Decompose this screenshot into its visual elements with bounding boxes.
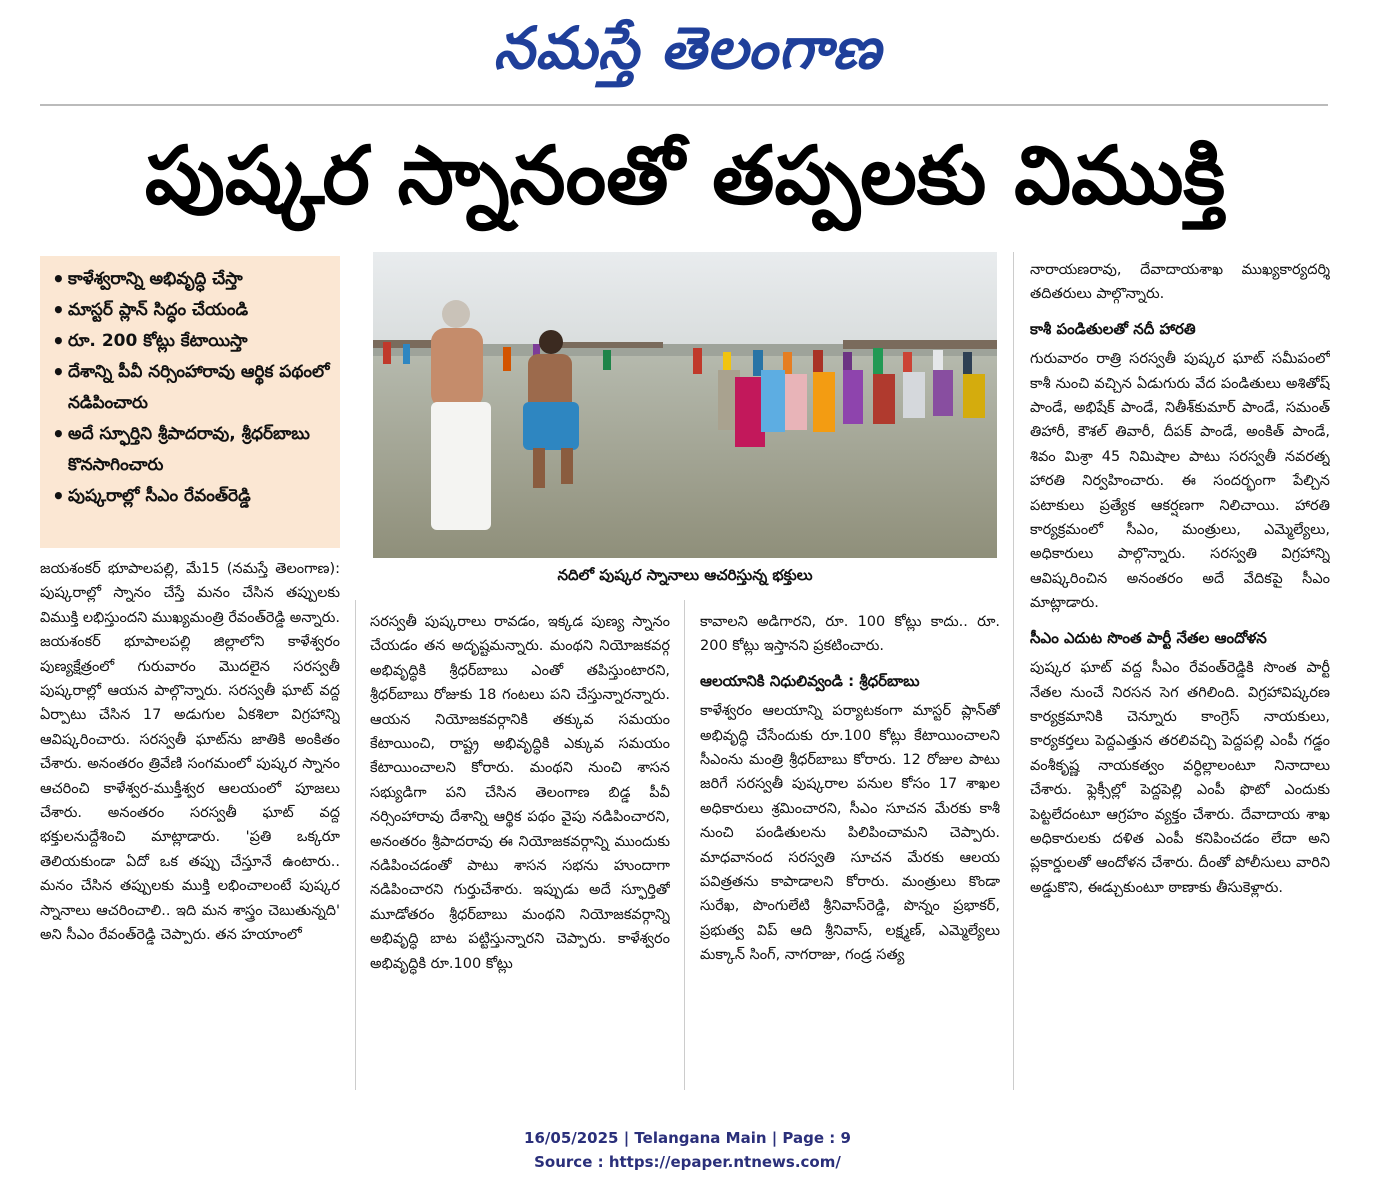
- column-3-body: కాళేశ్వరం ఆలయాన్ని పర్యాటకంగా మాస్టర్ ప్లాన్‌తో అభివృద్ధి చేసేందుకు రూ.100 కోట్లు కేటాయించాలని సీఎంను మంత్రి శ్రీధర్‌బాబు కోరారు. 12 రోజుల పాటు జరిగే సరస్వతీ పుష్కరాల పనుల కోసం 17 శాఖల అధికారులు శ్రమించారని, సీఎం సూచన మేరకు కాశీ నుంచి పండితులను పిలిపించామని చెప్పారు. మాధవానంద సరస్వతి సూచన మేరకు ఆలయ పవిత్రతను కాపాడాలని కోరారు. మంత్రులు కొండా సురేఖ, పొంగులేటి శ్రీనివాస్‌రెడ్డి, పొన్నం ప్రభాకర్, ప్రభుత్వ విప్ ఆది శ్రీనివాస్, లక్ష్మణ్, ఎమ్మెల్యేలు మక్కాన్ సింగ్, నాగరాజు, గండ్ర సత్య: [700, 703, 1000, 964]
- column-3-intro: కావాలని అడిగారని, రూ. 100 కోట్లు కాదు.. రూ. 200 కోట్లు ఇస్తానని ప్రకటించారు.: [700, 614, 1000, 655]
- news-photo: [373, 252, 997, 558]
- column-2-text: సరస్వతీ పుష్కరాలు రావడం, ఇక్కడ పుణ్య స్నానం చేయడం తన అదృష్టమన్నారు. మంథని నియోజకవర్గ అభివృద్ధికి శ్రీధర్‌బాబు ఎంతో తపిస్తుంటారని, శ్రీధర్‌బాబు రోజుకు 18 గంటలు పని చేస్తున్నారన్నారు. ఆయన నియోజకవర్గానికి తక్కువ సమయం కేటాయించి, రాష్ట్ర అభివృద్ధికి ఎక్కువ సమయం కేటాయించాలని కోరారు. మంథని నుంచి శాసన సభ్యుడిగా పని చేసిన తెలంగాణ బిడ్డ పీవీ నర్సింహారావు దేశాన్ని ఆర్థిక పథం వైపు నడిపించారని, అనంతరం శ్రీపాదరావు ఈ నియోజకవర్గాన్ని ముందుకు నడిపించడంతో పాటు శాసన సభను హుందాగా నడిపించారని గుర్తుచేశారు. ఇప్పుడు అదే స్ఫూర్తితో మూడోతరం శ్రీధర్‌బాబు మంథని నియోజకవర్గాన్ని అభివృద్ధి బాట పట్టిస్తున్నారని చెప్పారు. కాళేశ్వరం అభివృద్ధికి రూ.100 కోట్లు: [370, 614, 670, 972]
- footer-date-page: 16/05/2025 | Telangana Main | Page : 9: [524, 1129, 851, 1147]
- highlights-box: [40, 256, 340, 548]
- subheading-party-protest: సీఎం ఎదుట సొంత పార్టీ నేతల ఆందోళన: [1030, 628, 1267, 647]
- highlight-item: • అదే స్ఫూర్తిని శ్రీపాదరావు, శ్రీధర్‌బాబు కొనసాగించారు: [50, 419, 330, 481]
- photo-caption: నదిలో పుష్కర స్నానాలు ఆచరిస్తున్న భక్తులు: [557, 566, 813, 584]
- highlight-item: • మాస్టర్ ప్లాన్ సిద్ధం చేయండి: [50, 295, 330, 326]
- article-headline: పుష్కర స్నానంతో తప్పలకు విముక్తి: [144, 129, 1226, 222]
- page-footer: [0, 1126, 1375, 1174]
- header-divider: [40, 104, 1328, 106]
- highlight-item: • కాళేశ్వరాన్ని అభివృద్ధి చేస్తా: [50, 264, 330, 295]
- column-divider: [684, 600, 685, 1090]
- highlight-item: • దేశాన్ని పీవీ నర్సింహారావు ఆర్థిక పథంలో నడిపించారు: [50, 357, 330, 419]
- article-column-2: [370, 610, 670, 1090]
- article-column-3: [700, 610, 1000, 1090]
- column-4-body-1: గురువారం రాత్రి సరస్వతీ పుష్కర ఘాట్ సమీపంలో కాశీ నుంచి వచ్చిన ఏడుగురు వేద పండితులు అశితోష్ పాండే, అభిషేక్ పాండే, నితీశ్‌కుమార్ పాండే, సమంత్ తిహారీ, కౌశల్ తివారీ, దీపక్ పాండే, అంకిత్ పాండే, శివం మిశ్రా 45 నిమిషాల పాటు సరస్వతీ నవరత్న హారతి నిర్వహించారు. ఈ సందర్భంగా పేల్చిన పటాకులు ప్రత్యేక ఆకర్షణగా నిలిచాయి. హారతి కార్యక్రమంలో సీఎం, మంత్రులు, ఎమ్మెల్యేలు, అధికారులు పాల్గొన్నారు. సరస్వతి విగ్రహాన్ని ఆవిష్కరించిన అనంతరం అదే వేదికపై సీఎం మాట్లాడారు.: [1030, 351, 1330, 612]
- article-column-1: [40, 557, 340, 1092]
- subheading-kashi-aarti: కాశీ పండితులతో నదీ హారతి: [1030, 319, 1196, 338]
- column-divider: [1013, 252, 1014, 1090]
- highlight-item: • రూ. 200 కోట్లు కేటాయిస్తా: [50, 326, 330, 357]
- article-column-4: [1030, 258, 1330, 1088]
- footer-source-link[interactable]: Source : https://epaper.ntnews.com/: [534, 1153, 841, 1171]
- subheading-temple-funds: ఆలయానికి నిధులివ్వండి : శ్రీధర్‌బాబు: [700, 671, 920, 690]
- column-1-text: జయశంకర్ భూపాలపల్లి, మే15 (నమస్తే తెలంగాణ): పుష్కరాల్లో స్నానం చేస్తే మనం చేసిన తప్పులకు విముక్తి లభిస్తుందని ముఖ్యమంత్రి రేవంత్‌రెడ్డి అన్నారు. జయశంకర్ భూపాలపల్లి జిల్లాలోని కాళేశ్వరం పుణ్యక్షేత్రంలో గురువారం మొదలైన సరస్వతీ పుష్కరాల్లో ఆయన పాల్గొన్నారు. సరస్వతీ ఘాట్ వద్ద ఏర్పాటు చేసిన 17 అడుగుల ఏకశిలా విగ్రహాన్ని ఆవిష్కరించారు. సరస్వతీ ఘాట్‌ను జాతికి అంకితం చేశారు. అనంతరం త్రివేణి సంగమంలో పుష్కర స్నానం ఆచరించి కాళేశ్వర-ముక్తీశ్వర ఆలయంలో పూజలు చేశారు. అనంతరం సరస్వతీ ఘాట్ వద్ద భక్తులనుద్దేశించి మాట్లాడారు. 'ప్రతి ఒక్కరూ తెలియకుండా ఏదో ఒక తప్పు చేస్తూనే ఉంటారు.. మనం చేసిన తప్పులకు ముక్తి లభించాలంటే పుష్కర స్నానాలు ఆచరించాలి.. ఇది మన శాస్త్రం చెబుతున్నది' అని సీఎం రేవంత్‌రెడ్డి చెప్పారు. తన హయాంలో: [40, 561, 340, 944]
- highlight-item: • పుష్కరాల్లో సీఎం రేవంత్‌రెడ్డి: [50, 481, 330, 512]
- river-bathing-photo: [373, 252, 997, 558]
- column-4-body-2: పుష్కర ఘాట్ వద్ద సీఎం రేవంత్‌రెడ్డికి సొంత పార్టీ నేతల నుంచే నిరసన సెగ తగిలింది. విగ్రహావిష్కరణ కార్యక్రమానికి చెన్నూరు కాంగ్రెస్ నాయకులు, కార్యకర్తలు పెద్దఎత్తున తరలివచ్చి పెద్దపల్లి ఎంపీ గడ్డం వంశీకృష్ణ నాయకత్వం వర్ధిల్లాలంటూ నినాదాలు చేశారు. ఫ్లెక్సీల్లో పెద్దపెల్లి ఎంపీ ఫొటో ఎందుకు పెట్టలేదంటూ ఆగ్రహం వ్యక్తం చేశారు. దేవాదాయ శాఖ అధికారులకు దళిత ఎంపీ కనిపించడం లేదా అని ప్లకార్డులతో ఆందోళన చేశారు. దీంతో పోలీసులు వారిని అడ్డుకొని, ఈడ్చుకుంటూ ఠాణాకు తీసుకెళ్లారు.: [1030, 660, 1330, 896]
- masthead-logo: నమస్తే తెలంగాణ: [493, 14, 882, 82]
- column-divider: [355, 600, 356, 1090]
- column-4-intro: నారాయణరావు, దేవాదాయశాఖ ముఖ్యకార్యదర్శి తదితరులు పాల్గొన్నారు.: [1030, 262, 1330, 303]
